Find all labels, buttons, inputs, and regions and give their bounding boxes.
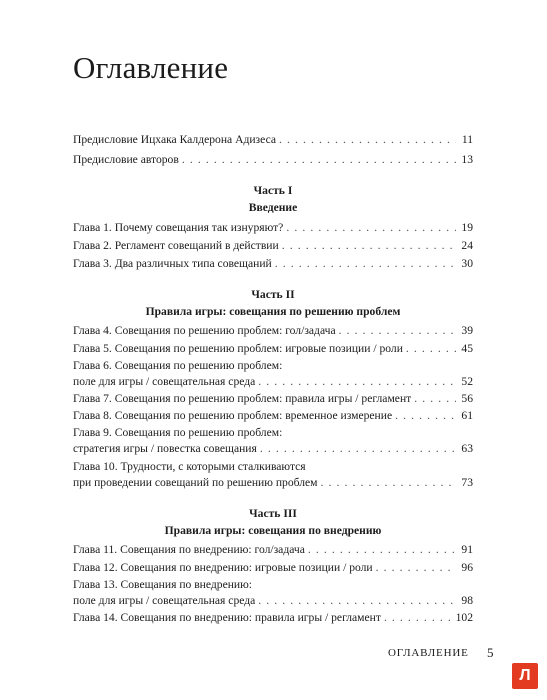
toc-entry-title: Предисловие Ицхака Калдерона Адизеса: [73, 133, 277, 146]
leader-dots: [321, 476, 457, 490]
leader-dots: [395, 409, 456, 423]
toc-entry-page: 56: [461, 392, 473, 405]
toc-entry-chapter-9[interactable]: [73, 442, 473, 456]
toc-entry-title: Глава 11. Совещания по внедрению: гол/задача: [73, 543, 305, 556]
page-title: Оглавление: [73, 50, 229, 85]
toc-entry-title: поле для игры / совещательная среда: [73, 375, 256, 388]
toc-entry-chapter-1[interactable]: [73, 221, 473, 235]
toc-entry-chapter-5[interactable]: [73, 342, 473, 356]
toc-entry-chapter-11[interactable]: [73, 543, 473, 557]
leader-dots: [279, 133, 456, 147]
toc-entry-chapter-12[interactable]: [73, 561, 473, 575]
leader-dots: [275, 257, 456, 271]
toc-entry-title: Глава 5. Совещания по решению проблем: игровые позиции / роли: [73, 342, 403, 355]
running-head: ОГЛАВЛЕНИЕ: [388, 647, 469, 659]
part-3-label: Часть III: [249, 507, 297, 520]
toc-entry-title: Глава 8. Совещания по решению проблем: временное измерение: [73, 409, 393, 422]
part-1-title: Введение: [248, 201, 298, 214]
toc-entry-foreword-authors[interactable]: [73, 153, 473, 167]
leader-dots: [376, 561, 456, 575]
toc-entry-chapter-3[interactable]: [73, 257, 473, 271]
toc-entry-foreword-adizes[interactable]: [73, 133, 473, 147]
leader-dots: [286, 221, 456, 235]
part-2-label: Часть II: [251, 288, 295, 301]
part-2-title: Правила игры: совещания по решению проблем: [145, 305, 401, 318]
toc-entry-page: 39: [461, 324, 473, 337]
toc-entry-chapter-8[interactable]: [73, 409, 473, 423]
toc-entry-chapter-7[interactable]: [73, 392, 473, 406]
toc-entry-chapter-2[interactable]: [73, 239, 473, 253]
toc-entry-page: 30: [461, 257, 473, 270]
toc-entry-page: 102: [455, 611, 473, 624]
toc-entry-title: Глава 7. Совещания по решению проблем: правила игры / регламент: [73, 392, 412, 405]
leader-dots: [406, 342, 456, 356]
leader-dots: [308, 543, 456, 557]
toc-entry-page: 61: [461, 409, 473, 422]
toc-entry-title: поле для игры / совещательная среда: [73, 594, 256, 607]
toc-entry-chapter-10-line1[interactable]: Глава 10. Трудности, с которыми сталкиваются: [73, 460, 306, 473]
toc-entry-page: 19: [461, 221, 473, 234]
toc-entry-page: 24: [461, 239, 473, 252]
leader-dots: [339, 324, 456, 338]
toc-entry-chapter-10[interactable]: [73, 476, 473, 490]
toc-entry-chapter-4[interactable]: [73, 324, 473, 338]
leader-dots: [384, 611, 453, 625]
toc-entry-page: 98: [461, 594, 473, 607]
toc-entry-chapter-6[interactable]: [73, 375, 473, 389]
labirint-logo-icon: Л: [512, 663, 538, 689]
leader-dots: [258, 375, 456, 389]
toc-entry-page: 11: [461, 133, 473, 146]
part-1-label: Часть I: [253, 184, 293, 197]
toc-entry-title: Глава 3. Два различных типа совещаний: [73, 257, 272, 270]
leader-dots: [182, 153, 456, 167]
leader-dots: [414, 392, 456, 406]
toc-entry-page: 73: [461, 476, 473, 489]
leader-dots: [258, 594, 456, 608]
toc-entry-title: Глава 4. Совещания по решению проблем: гол/задача: [73, 324, 336, 337]
leader-dots: [260, 442, 456, 456]
toc-entry-title: Предисловие авторов: [73, 153, 179, 166]
toc-entry-title: при проведении совещаний по решению проблем: [73, 476, 318, 489]
toc-entry-chapter-6-line1[interactable]: Глава 6. Совещания по решению проблем:: [73, 359, 283, 372]
toc-entry-chapter-13-line1[interactable]: Глава 13. Совещания по внедрению:: [73, 578, 253, 591]
toc-entry-page: 63: [461, 442, 473, 455]
leader-dots: [282, 239, 456, 253]
toc-entry-title: Глава 12. Совещания по внедрению: игровые позиции / роли: [73, 561, 373, 574]
toc-entry-chapter-13[interactable]: [73, 594, 473, 608]
toc-entry-title: стратегия игры / повестка совещания: [73, 442, 257, 455]
toc-entry-page: 52: [461, 375, 473, 388]
page-number: 5: [487, 645, 494, 660]
toc-entry-page: 45: [461, 342, 473, 355]
toc-entry-title: Глава 2. Регламент совещаний в действии: [73, 239, 279, 252]
toc-entry-page: 96: [461, 561, 473, 574]
toc-entry-title: Глава 14. Совещания по внедрению: правила игры / регламент: [73, 611, 381, 624]
toc-entry-title: Глава 1. Почему совещания так изнуряют?: [73, 221, 284, 234]
toc-entry-page: 13: [461, 153, 473, 166]
toc-entry-chapter-14[interactable]: [73, 611, 473, 625]
toc-entry-chapter-9-line1[interactable]: Глава 9. Совещания по решению проблем:: [73, 426, 283, 439]
part-3-title: Правила игры: совещания по внедрению: [164, 524, 382, 537]
toc-entry-page: 91: [461, 543, 473, 556]
